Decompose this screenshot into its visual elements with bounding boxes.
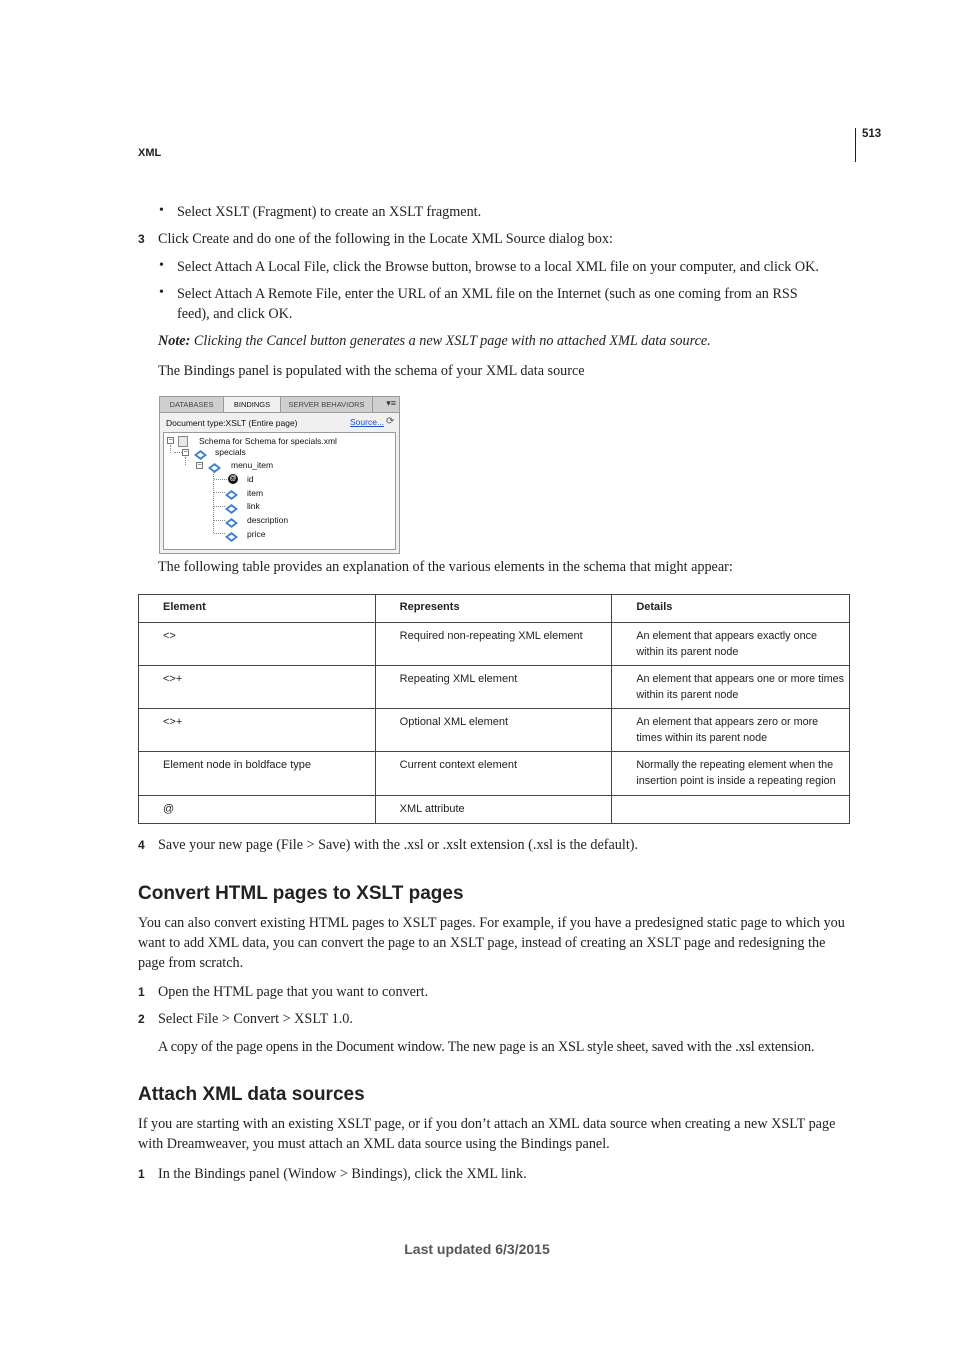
table-cell: Optional XML element: [375, 709, 612, 752]
tree-connector: [170, 445, 171, 453]
step-number: 2: [138, 1012, 145, 1026]
note-text: Clicking the Cancel button generates a new XSLT page with no attached XML data source.: [190, 333, 711, 349]
bullet-marker: •: [159, 203, 164, 218]
tree-connector: [214, 492, 225, 493]
element-icon: [225, 529, 238, 539]
bullet-local-text: Select Attach A Local File, click the Browse button, browse to a local XML file on your computer, and click OK.: [177, 259, 819, 275]
footer-last-updated: Last updated 6/3/2015: [404, 1241, 550, 1257]
column-header: Element: [139, 595, 376, 623]
table-row: [139, 709, 850, 752]
convert-result: A copy of the page opens in the Document window. The new page is an XSL style sheet, saved with the .xsl extension.: [158, 1039, 815, 1055]
tree-node-id[interactable]: id: [247, 474, 254, 484]
bullet-remote-line1: Select Attach A Remote File, enter the URL of an XML file on the Internet (such as one coming from an RSS: [177, 286, 798, 302]
tree-connector: [185, 457, 186, 465]
tree-connector: [214, 479, 227, 480]
step-number: 1: [138, 985, 145, 999]
schema-file-icon: [178, 436, 188, 447]
convert-heading: Convert HTML pages to XSLT pages: [138, 883, 464, 904]
column-header: Represents: [375, 595, 612, 623]
tree-connector: [213, 471, 214, 533]
table-cell: Normally the repeating element when the insertion point is inside a repeating region: [612, 752, 850, 796]
attach-intro: If you are starting with an existing XSLT page, or if you don’t attach an XML data source when creating a new XSLT page with Dreamweaver, you must attach an XML data source using the Bindings panel.: [138, 1116, 836, 1152]
refresh-icon[interactable]: ⟳: [386, 416, 395, 427]
step-number: 3: [138, 232, 145, 246]
document-type-label: Document type:XSLT (Entire page): [166, 418, 298, 428]
bullet-marker: •: [159, 285, 164, 300]
tree-node-link[interactable]: link: [247, 501, 260, 511]
bullet-remote-line2: feed), and click OK.: [177, 306, 293, 322]
table-row: [139, 796, 850, 824]
element-repeat-icon: [208, 460, 221, 470]
table-cell: [612, 796, 850, 824]
table-row: [139, 623, 850, 666]
tree-node-root[interactable]: Schema for Schema for specials.xml: [199, 436, 337, 446]
collapse-icon[interactable]: −: [197, 462, 202, 469]
attach-step1-text: In the Bindings panel (Window > Bindings), click the XML link.: [158, 1166, 527, 1182]
table-row: [139, 666, 850, 709]
table-cell: An element that appears exactly once within its parent node: [612, 623, 850, 666]
table-intro: The following table provides an explanation of the various elements in the schema that might appear:: [158, 559, 733, 575]
tree-connector: [174, 452, 182, 453]
tree-connector: [214, 506, 225, 507]
tree-node-description[interactable]: description: [247, 515, 289, 525]
source-link[interactable]: Source...: [350, 417, 385, 427]
convert-step2-text: Select File > Convert > XSLT 1.0.: [158, 1011, 353, 1027]
table-cell: An element that appears one or more times within its parent node: [612, 666, 850, 709]
collapse-icon[interactable]: −: [183, 449, 188, 456]
tree-connector: [214, 533, 225, 534]
panel-tab-bar: [160, 397, 399, 413]
table-cell: <>+: [139, 666, 376, 709]
tree-connector: [214, 520, 225, 521]
table-cell: An element that appears zero or more times within its parent node: [612, 709, 850, 752]
schema-tree: [163, 432, 396, 550]
step-number: 1: [138, 1167, 145, 1181]
column-header: Details: [612, 595, 850, 623]
convert-step1-text: Open the HTML page that you want to convert.: [158, 984, 429, 1000]
element-icon: [225, 501, 238, 511]
table-cell: XML attribute: [375, 796, 612, 824]
bullet-marker: •: [159, 258, 164, 273]
attribute-icon: @: [229, 475, 237, 482]
panel-menu-icon[interactable]: ▾≡: [386, 398, 396, 408]
running-head: XML: [138, 147, 162, 159]
note: [158, 331, 711, 351]
table-cell: Element node in boldface type: [139, 752, 376, 796]
bullet-fragment-text: Select XSLT (Fragment) to create an XSLT fragment.: [177, 204, 482, 220]
convert-intro: You can also convert existing HTML pages to XSLT pages. For example, if you have a predesigned static page to which you want to add XML data, you can convert the page to an XSLT page, instead of creating an XSLT page and redesigning the page from scratch.: [138, 915, 845, 971]
tree-node-price[interactable]: price: [247, 529, 266, 539]
step-number: 4: [138, 838, 145, 852]
page-number: 513: [862, 128, 882, 140]
tree-node-menu-item[interactable]: menu_item: [231, 460, 274, 470]
table-cell: Current context element: [375, 752, 612, 796]
tree-node-specials[interactable]: specials: [215, 447, 246, 457]
step3-text: Click Create and do one of the following in the Locate XML Source dialog box:: [158, 231, 613, 247]
table-cell: <>+: [139, 709, 376, 752]
table-header-row: [139, 595, 850, 623]
table-cell: Required non-repeating XML element: [375, 623, 612, 666]
tree-node-item[interactable]: item: [247, 488, 264, 498]
attach-heading: Attach XML data sources: [138, 1084, 365, 1105]
bindings-description: The Bindings panel is populated with the schema of your XML data source: [158, 363, 585, 379]
header-rule: [855, 128, 856, 162]
element-icon: [225, 515, 238, 525]
table-cell: <>: [139, 623, 376, 666]
element-icon: [225, 487, 238, 497]
tab-server-behaviors[interactable]: SERVER BEHAVIORS: [281, 397, 373, 412]
tab-bindings[interactable]: BINDINGS: [224, 397, 281, 412]
step4-text: Save your new page (File > Save) with the .xsl or .xslt extension (.xsl is the default).: [158, 837, 639, 853]
table-cell: Repeating XML element: [375, 666, 612, 709]
element-icon: [194, 447, 207, 457]
collapse-icon[interactable]: −: [168, 437, 173, 444]
tab-databases[interactable]: DATABASES: [160, 397, 224, 412]
bindings-panel: [159, 396, 400, 554]
table-cell: @: [139, 796, 376, 824]
schema-elements-table: [138, 594, 850, 824]
table-row: [139, 752, 850, 796]
note-label: Note:: [158, 333, 191, 349]
